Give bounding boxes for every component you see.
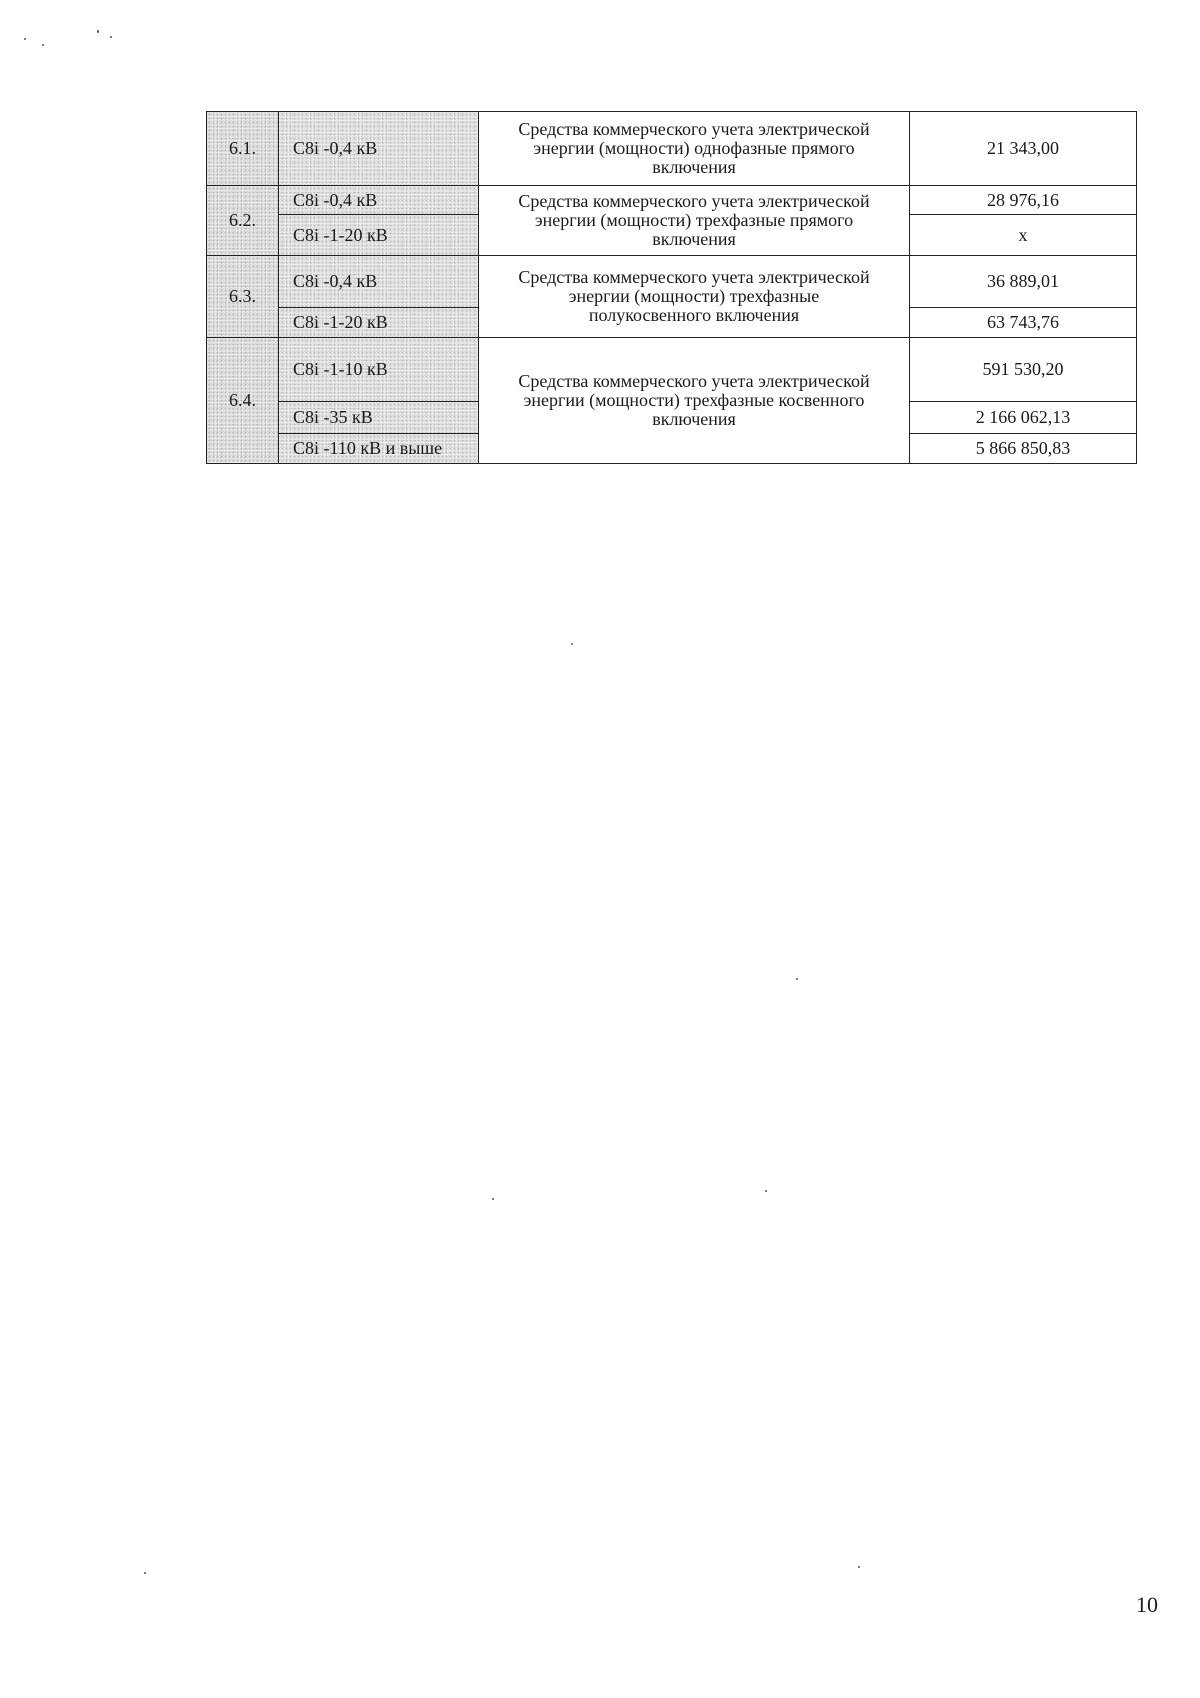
description-line: энергии (мощности) трехфазные: [568, 286, 820, 306]
price-value: 21 343,00: [910, 112, 1137, 186]
meter-code: C8i -1-20 кВ: [279, 215, 479, 256]
meter-code: C8i -1-20 кВ: [279, 308, 479, 338]
scan-speck: [144, 1572, 146, 1574]
price-value: 5 866 850,83: [910, 434, 1137, 464]
scan-speck: [24, 38, 26, 40]
description-line: Средства коммерческого учета электрической: [518, 191, 870, 211]
item-description: [479, 256, 910, 338]
price-value: х: [910, 215, 1137, 256]
scan-speck: [42, 44, 44, 46]
description-line: Средства коммерческого учета электрической: [518, 119, 870, 139]
scan-speck: [858, 1566, 860, 1568]
scan-speck: [796, 978, 798, 980]
table-row: [207, 338, 1137, 402]
description-line: энергии (мощности) трехфазные косвенного: [523, 390, 865, 410]
tariff-table: [206, 111, 1137, 464]
description-line: энергии (мощности) однофазные прямого: [533, 138, 855, 158]
description-line: Средства коммерческого учета электрической: [518, 371, 870, 391]
meter-code: C8i -0,4 кВ: [279, 112, 479, 186]
table-row: [207, 186, 1137, 215]
description-line: включения: [652, 229, 736, 249]
scan-speck: [97, 30, 99, 33]
description-line: Средства коммерческого учета электрической: [518, 267, 870, 287]
item-description: [479, 186, 910, 256]
scan-speck: [492, 1198, 494, 1200]
page-number: 10: [1136, 1592, 1158, 1617]
item-number: 6.4.: [207, 338, 279, 464]
price-value: 63 743,76: [910, 308, 1137, 338]
description-line: включения: [652, 157, 736, 177]
price-value: 28 976,16: [910, 186, 1137, 215]
meter-code: C8i -0,4 кВ: [279, 186, 479, 215]
description-line: полукосвенного включения: [588, 305, 800, 325]
item-number: 6.3.: [207, 256, 279, 338]
price-value: 36 889,01: [910, 256, 1137, 308]
meter-code: C8i -0,4 кВ: [279, 256, 479, 308]
item-description: [479, 112, 910, 186]
meter-code: C8i -110 кВ и выше: [279, 434, 479, 464]
description-line: энергии (мощности) трехфазные прямого: [534, 210, 854, 230]
item-number: 6.2.: [207, 186, 279, 256]
scan-speck: [765, 1190, 767, 1192]
table-row: [207, 112, 1137, 186]
description-line: включения: [652, 409, 736, 429]
item-description: [479, 338, 910, 464]
scan-speck: [110, 36, 112, 38]
meter-code: C8i -35 кВ: [279, 402, 479, 434]
table-row: [207, 256, 1137, 308]
item-number: 6.1.: [207, 112, 279, 186]
meter-code: C8i -1-10 кВ: [279, 338, 479, 402]
scan-speck: [571, 643, 573, 645]
price-value: 2 166 062,13: [910, 402, 1137, 434]
price-value: 591 530,20: [910, 338, 1137, 402]
